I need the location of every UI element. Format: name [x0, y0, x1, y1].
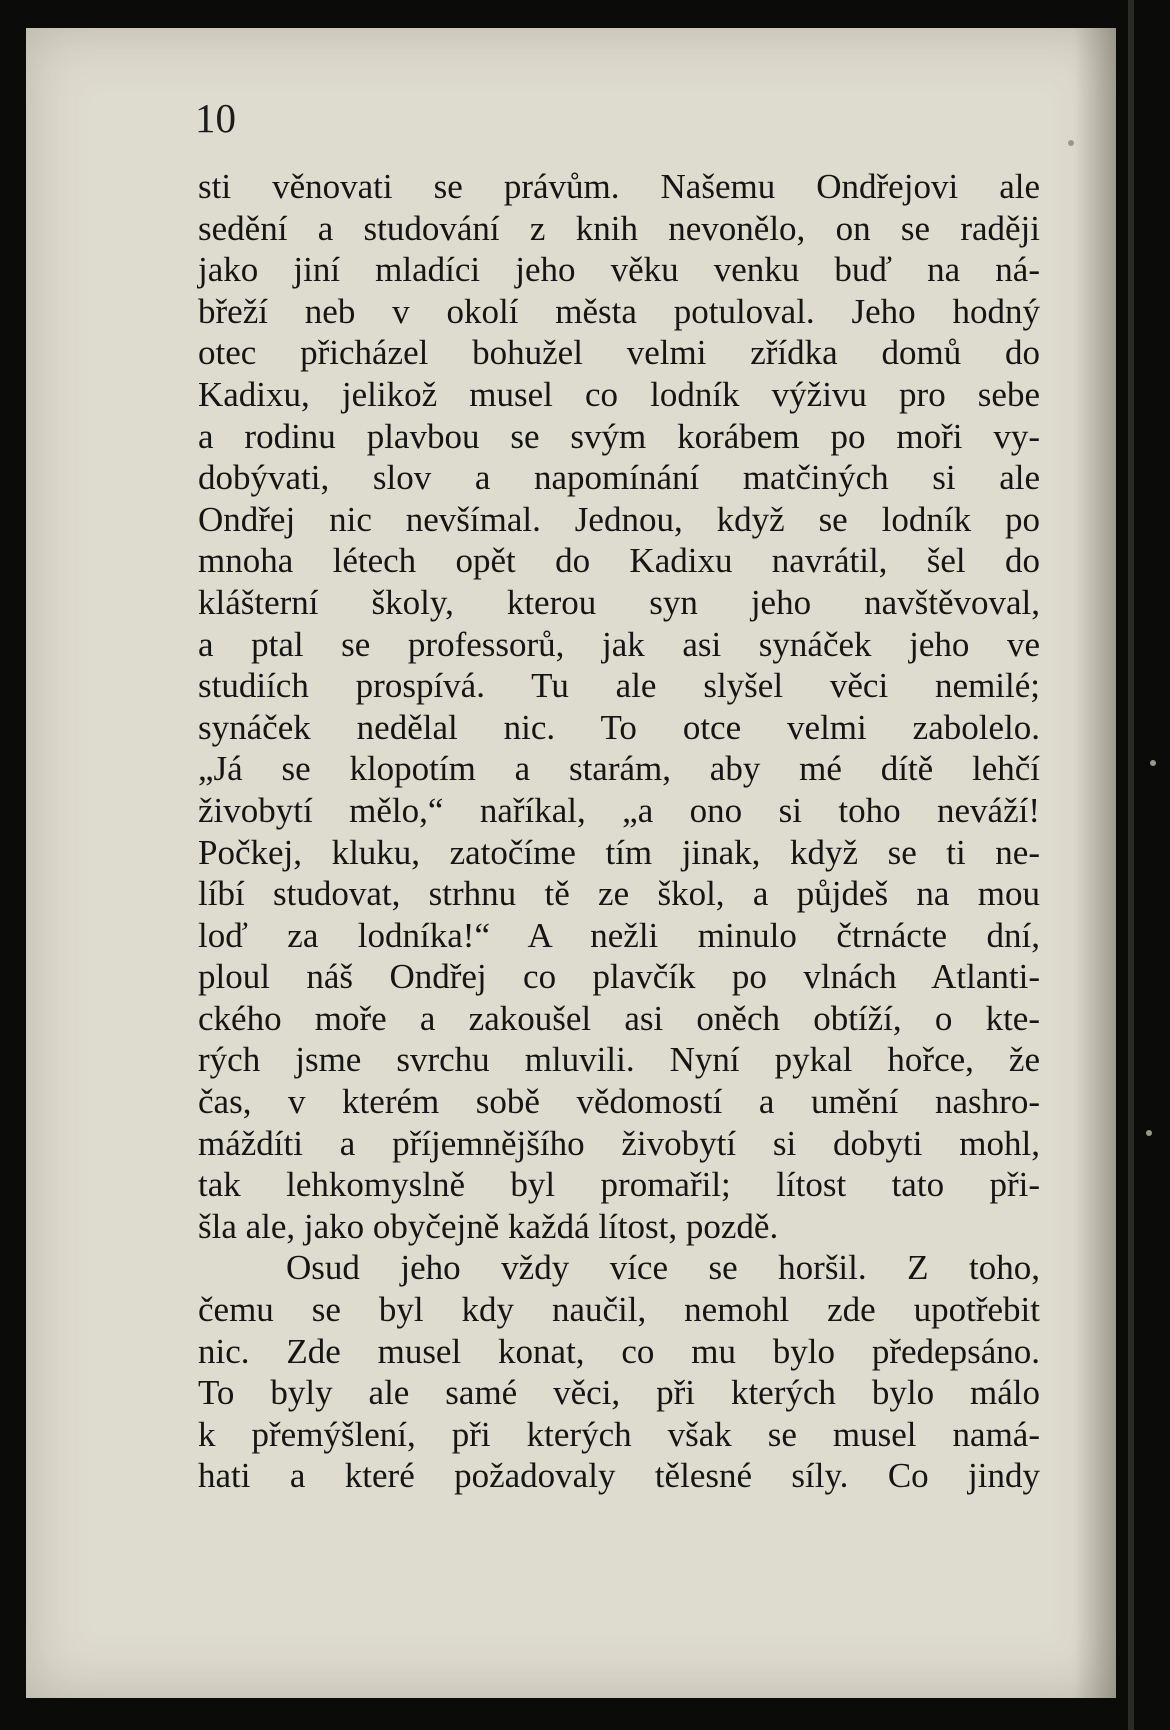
text-line: břeží neb v okolí města potuloval. Jeho hodný — [198, 291, 1040, 331]
text-line: Ondřej nic nevšímal. Jednou, když se lodník po — [198, 499, 1040, 539]
text-line: živobytí mělo,“ naříkal, „a ono si toho neváží! — [198, 790, 1040, 830]
text-line: klášterní školy, kterou syn jeho navštěvoval, — [198, 582, 1040, 622]
text-line: hati a které požadovaly tělesné síly. Co jindy — [198, 1456, 1040, 1496]
text-line: jako jiní mladíci jeho věku venku buď na ná- — [198, 250, 1040, 290]
text-line: a ptal se professorů, jak asi synáček jeho ve — [198, 624, 1040, 664]
text-line: mnoha létech opět do Kadixu navrátil, šel do — [198, 541, 1040, 581]
text-line: čemu se byl kdy naučil, nemohl zde upotřebit — [198, 1290, 1040, 1330]
text-line: synáček nedělal nic. To otce velmi zabolelo. — [198, 707, 1040, 747]
page-gutter-shadow — [1074, 28, 1116, 1698]
text-line: nic. Zde musel konat, co mu bylo předepsáno. — [198, 1331, 1040, 1371]
text-line: sedění a studování z knih nevonělo, on se raději — [198, 208, 1040, 248]
text-line: otec přicházel bohužel velmi zřídka domů do — [198, 333, 1040, 373]
text-line: ploul náš Ondřej co plavčík po vlnách Atlanti- — [198, 957, 1040, 997]
body-text — [198, 166, 1040, 1497]
text-line: tak lehkomyslně byl promařil; lítost tato při- — [198, 1165, 1040, 1205]
text-line: sti věnovati se právům. Našemu Ondřejovi ale — [198, 167, 1040, 206]
text-line: rých jsme svrchu mluvili. Nyní pykal hořce, že — [198, 1040, 1040, 1080]
paragraph-end-line: šla ale, jako obyčejně každá lítost, pozdě. — [198, 1206, 779, 1246]
text-line: líbí studovat, strhnu tě ze škol, a půjdeš na mou — [198, 874, 1040, 914]
page-number: 10 — [195, 95, 236, 141]
paragraph-start-line: Osud jeho vždy více se horšil. Z toho, — [286, 1248, 1040, 1288]
book-spine-edge — [1128, 0, 1134, 1730]
text-line: a rodinu plavbou se svým korábem po moři vy- — [198, 416, 1040, 456]
text-line: Počkej, kluku, zatočíme tím jinak, když se ti ne- — [198, 832, 1040, 872]
paper-speck — [1146, 1130, 1152, 1136]
text-line: loď za lodníka!“ A nežli minulo čtrnácte dní, — [198, 915, 1040, 955]
text-line: studiích prospívá. Tu ale slyšel věci nemilé; — [198, 666, 1040, 706]
text-line: To byly ale samé věci, při kterých bylo málo — [198, 1373, 1040, 1413]
paper-speck — [1068, 140, 1074, 146]
text-line: ckého moře a zakoušel asi oněch obtíží, o kte- — [198, 998, 1040, 1038]
text-line: čas, v kterém sobě vědomostí a umění nashro- — [198, 1082, 1040, 1122]
paper-speck — [1150, 760, 1156, 766]
text-line: Kadixu, jelikož musel co lodník výživu pro sebe — [198, 374, 1040, 414]
text-line: máždíti a příjemnějšího živobytí si dobyti mohl, — [198, 1123, 1040, 1163]
text-line: k přemýšlení, při kterých však se musel namá- — [198, 1414, 1040, 1454]
text-line: „Já se klopotím a starám, aby mé dítě lehčí — [198, 749, 1040, 789]
text-line: dobývati, slov a napomínání matčiných si ale — [198, 458, 1040, 498]
